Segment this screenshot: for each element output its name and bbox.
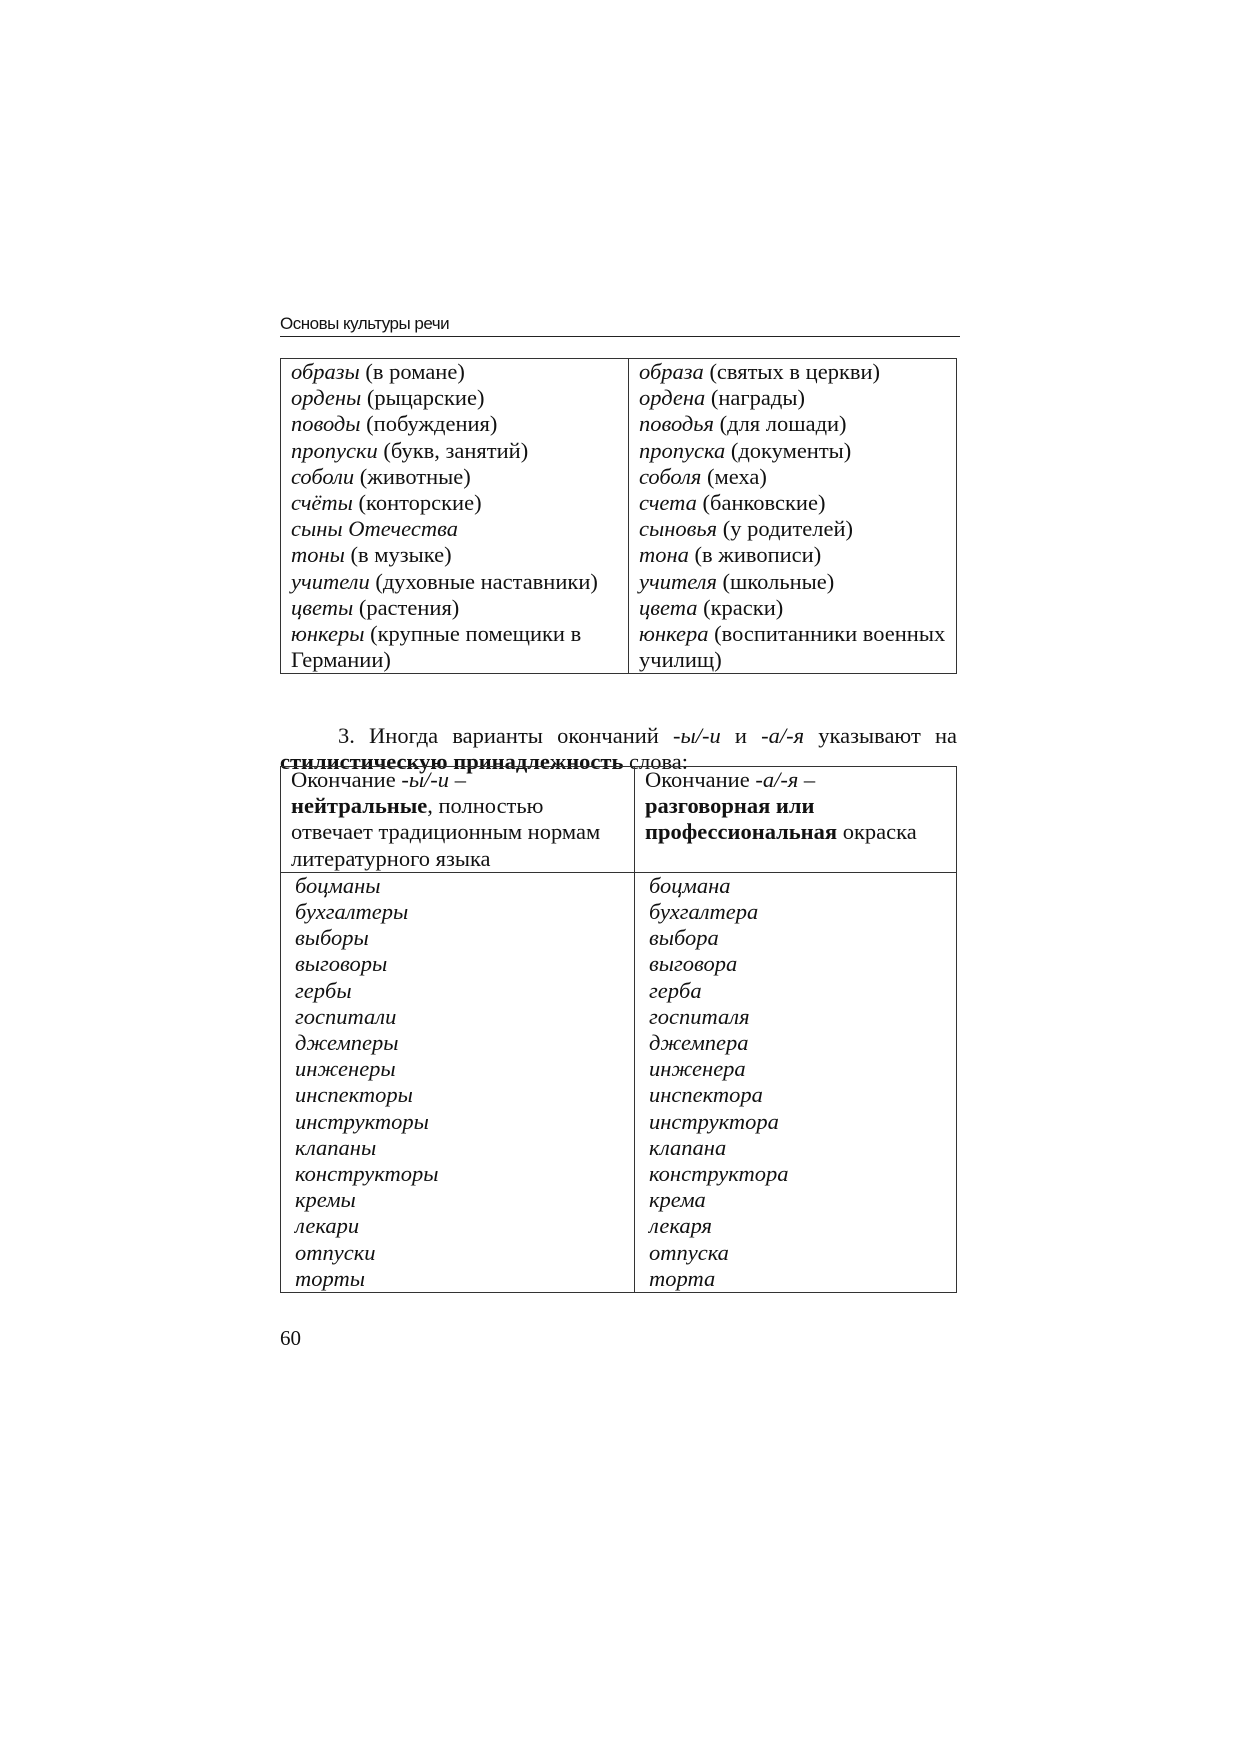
meaning: (краски) [697,594,784,620]
list-item: бухгалтеры [295,899,409,925]
ending-style-table [280,766,957,1293]
word: пропуски [291,437,378,463]
page-number: 60 [280,1326,301,1350]
list-item: бухгалтера [649,899,759,925]
ending-variant: -ы/-и [401,767,450,792]
meaning: (в романе) [359,359,465,384]
word: образы [291,359,360,384]
word: тона [639,542,689,568]
entry-0-right [639,359,946,385]
entry-5-left [291,490,618,516]
list-item: герба [649,977,702,1003]
list-item: выговора [649,951,738,977]
ending-variant: -ы/-и [673,722,721,748]
meaning: (побуждения) [360,411,498,437]
word: счета [639,490,697,516]
plural-meaning-table [280,358,957,674]
right-column-cell [629,359,957,674]
word: соболя [639,463,702,489]
list-item: отпуска [649,1239,729,1265]
list-item: боцмана [649,872,731,898]
entry-7-right [639,542,946,568]
meaning: (букв, занятий) [377,437,529,463]
list-item: крема [649,1187,706,1213]
meaning: (животные) [354,463,471,489]
meaning: (растения) [353,594,460,620]
plural-meaning-table-body [281,359,957,674]
word: пропуска [639,437,726,463]
entry-7-left [291,542,618,568]
list-item: госпиталя [649,1003,750,1029]
entry-1-right [639,385,946,411]
list-item: инженера [649,1056,746,1082]
left-column-cell [281,359,629,674]
emphasis: нейтральные [291,793,428,819]
header-text: Окончание [645,767,756,792]
emphasis: стилистическую принадлежность [280,749,624,774]
meaning: (у родителей) [717,516,854,542]
list-item: инструкторы [295,1108,429,1134]
meaning: (духовные наставники) [369,568,598,594]
header-text: – [449,767,466,792]
header-cell-colloquial [635,767,957,873]
colloquial-words-cell [635,872,957,1292]
header-text: Окончание [291,767,402,792]
ending-variant: -а/-я [755,767,799,792]
list-item: выговоры [295,951,388,977]
word: учителя [639,568,717,594]
word: образа [639,359,704,384]
list-item: гербы [295,977,352,1003]
word: юнкера [639,621,709,647]
entry-9-right [639,595,946,621]
header-text: – [798,767,816,792]
paragraph-text: слова: [623,749,689,774]
entry-1-left [291,385,618,411]
list-item: джемперы [295,1030,399,1056]
neutral-words-cell [281,872,635,1292]
list-item: лекари [295,1213,360,1239]
meaning: (крупные помещики в Германии) [291,621,582,673]
header-cell-neutral [281,767,635,873]
meaning: (для лошади) [714,411,847,437]
entry-5-right [639,490,946,516]
header-text: окраска [837,819,917,845]
list-item: лекаря [649,1213,712,1239]
word: тоны [291,542,345,568]
entry-10-left [291,621,618,673]
list-item: джемпера [649,1030,749,1056]
list-item: клапаны [295,1134,377,1160]
meaning: (воспитанники военных училищ) [639,621,946,673]
word: ордена [639,385,706,411]
list-item: инспектора [649,1082,763,1108]
list-item: отпуски [295,1239,376,1265]
list-item: боцманы [295,872,381,898]
meaning: (меха) [701,463,767,489]
entry-3-right [639,438,946,464]
list-item: клапана [649,1134,727,1160]
running-header: Основы культуры речи [280,314,960,337]
word: цвета [639,594,698,620]
word: ордены [291,385,362,411]
word: поводы [291,411,361,437]
word: сыновья [639,516,718,542]
entry-8-left [291,569,618,595]
entry-8-right [639,569,946,595]
meaning: (в музыке) [344,542,452,568]
entry-4-right [639,464,946,490]
entry-2-right [639,411,946,437]
entry-6-left [291,516,618,542]
table-row [281,872,957,1292]
table-header-row [281,767,957,873]
paragraph-text: и [720,722,762,748]
list-item: конструктора [649,1161,789,1187]
list-item: госпитали [295,1003,397,1029]
meaning: (рыцарские) [361,385,485,411]
word: счёты [291,490,353,516]
meaning: (документы) [725,437,852,463]
list-item: кремы [295,1187,356,1213]
word: юнкеры [291,621,365,647]
paragraph-text: указывают на [804,722,957,748]
ending-variant: -а/-я [761,722,805,748]
entry-6-right [639,516,946,542]
table-row [281,359,957,674]
ending-style-table-body [281,767,957,1293]
list-item: торты [295,1265,365,1291]
entry-4-left [291,464,618,490]
word: сыны Отечества [291,516,458,542]
emphasis: разговорная или профессиональная [645,793,838,845]
meaning: (в живописи) [688,542,822,568]
word: поводья [639,411,715,437]
word: учители [291,568,370,594]
paragraph-text: 3. Иногда варианты окончаний [338,722,674,748]
list-item: выборы [295,925,369,951]
entry-2-left [291,411,618,437]
meaning: (конторские) [352,490,482,516]
list-item: инженеры [295,1056,396,1082]
entry-10-right [639,621,946,673]
list-item: торта [649,1265,716,1291]
list-item: конструкторы [295,1161,439,1187]
entry-9-left [291,595,618,621]
list-item: инструктора [649,1108,779,1134]
meaning: (святых в церкви) [703,359,881,384]
header-text: , полностью отвечает традиционным нормам литературного языка [291,793,601,871]
entry-3-left [291,438,618,464]
word: соболи [291,463,355,489]
meaning: (награды) [705,385,805,411]
entry-0-left [291,359,618,385]
word: цветы [291,594,354,620]
meaning: (школьные) [716,568,835,594]
list-item: выбора [649,925,719,951]
list-item: инспекторы [295,1082,413,1108]
meaning: (банковские) [696,490,826,516]
